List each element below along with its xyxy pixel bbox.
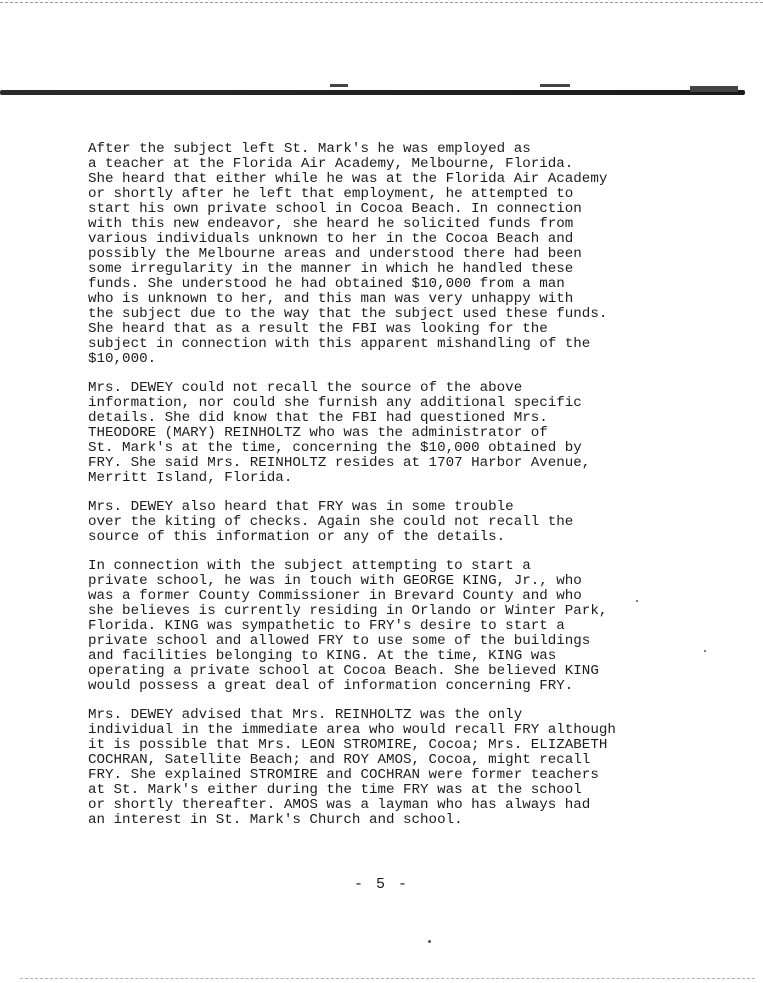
scan-speck [330,84,348,87]
paragraph-1: After the subject left St. Mark's he was employed as a teacher at the Florida Air Academy, Melbourne, Florida. She heard that either while he was at the Florida Air Academy or shortly after he left that employment, he attempted to start his own private school in Cocoa Beach. In connection with this new endeavor, she heard he solicited funds from various individuals unknown to her in the Cocoa Beach and possibly the Melbourne areas and understood there had been some irregularity in the manner in which he handled these funds. She understood he had obtained $10,000 from a man who is unknown to her, and this man was very unhappy with the subject due to the way that the subject used these funds. She heard that as a result the FBI was looking for the subject in connection with this apparent mishandling of the $10,000. [88,141,608,367]
scan-dot [704,650,706,652]
paragraph-5: Mrs. DEWEY advised that Mrs. REINHOLTZ was the only individual in the immediate area who would recall FRY although it is possible that Mrs. LEON STROMIRE, Cocoa; Mrs. ELIZABETH COCHRAN, Satellite Beach; and ROY AMOS, Cocoa, might recall FRY. She explained STROMIRE and COCHRAN were former teachers at St. Mark's either during the time FRY was at the school or shortly thereafter. AMOS was a layman who has always had an interest in St. Mark's Church and school. [88,707,616,828]
top-edge-dashes [0,2,763,3]
document-body [88,142,653,842]
paragraph-2: Mrs. DEWEY could not recall the source of the above information, nor could she furnish any additional specific details. She did know that the FBI had questioned Mrs. THEODORE (MARY) REINHOLTZ who was the administrator of St. Mark's at the time, concerning the $10,000 obtained by FRY. She said Mrs. REINHOLTZ resides at 1707 Harbor Avenue, Merritt Island, Florida. [88,380,591,486]
paragraph-4: In connection with the subject attempting to start a private school, he was in touch with GEORGE KING, Jr., who was a former County Commissioner in Brevard County and who she believes is currently residing in Orlando or Winter Park, Florida. KING was sympathetic to FRY's desire to start a private school and allowed FRY to use some of the buildings and facilities belonging to KING. At the time, KING was operating a private school at Cocoa Beach. She believed KING would possess a great deal of information concerning FRY. [88,558,608,694]
scan-speck [540,84,570,87]
bottom-edge-dashes [20,978,755,979]
paragraph-3: Mrs. DEWEY also heard that FRY was in some trouble over the kiting of checks. Again she could not recall the source of this information or any of the details. [88,499,574,545]
header-rule [0,90,745,95]
scan-dot [636,600,638,602]
scan-speck [690,86,738,92]
scan-dot [428,940,431,943]
page-number: - 5 - [353,876,409,893]
